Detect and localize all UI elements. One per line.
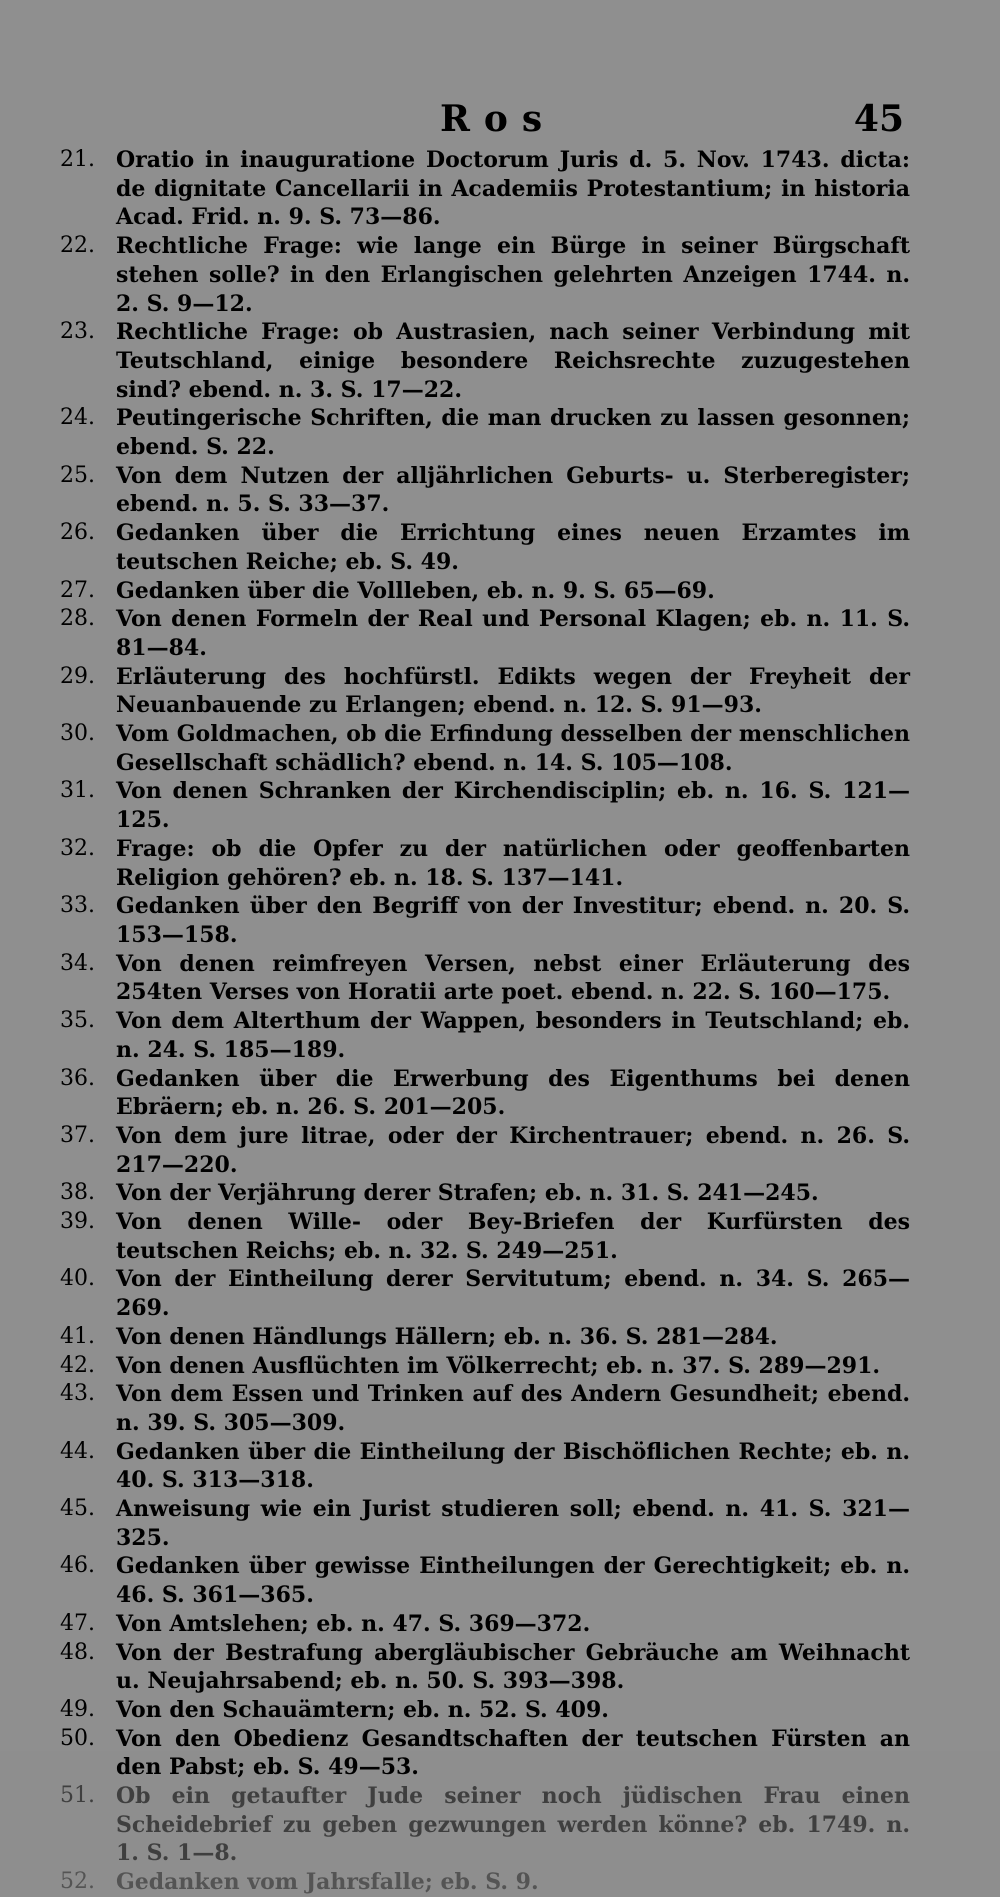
entry-text: Gedanken über gewisse Eintheilungen der Gerechtigkeit; eb. n. 46. S. 361—365. xyxy=(116,1553,910,1609)
entry-text: Von der Verjährung derer Strafen; eb. n. 31. S. 241—245. xyxy=(116,1180,819,1207)
entry-text: Von den Schauämtern; eb. n. 52. S. 409. xyxy=(116,1696,609,1723)
entry-number: 44. xyxy=(60,1438,95,1464)
list-item xyxy=(60,1179,910,1208)
list-item xyxy=(60,663,910,720)
entry-number: 42. xyxy=(60,1352,95,1378)
entry-text: Rechtliche Frage: wie lange ein Bürge in seiner Bürgschaft stehen solle? in den Erlangischen gelehrten Anzeigen 1744. n. 2. S. 9—12. xyxy=(116,233,910,317)
entry-text: Oratio in inauguratione Doctorum Juris d. 5. Nov. 1743. dicta: de dignitate Cancellarii in Academiis Protestantium; in historia Acad. Frid. n. 9. S. 73—86. xyxy=(116,147,910,231)
entry-text: Gedanken vom Jahrsfalle; eb. S. 9. xyxy=(116,1869,539,1896)
entry-text: Von denen Ausflüchten im Völkerrecht; eb. n. 37. S. 289—291. xyxy=(116,1352,881,1379)
list-item xyxy=(60,1639,910,1696)
list-item xyxy=(60,892,910,949)
entry-text: Von denen Schranken der Kirchendisciplin; eb. n. 16. S. 121—125. xyxy=(116,778,910,834)
running-head: Ros xyxy=(440,98,557,140)
list-item xyxy=(60,1122,910,1179)
list-item xyxy=(60,1495,910,1552)
entry-text: Von denen Wille- oder Bey-Briefen der Kurfürsten des teutschen Reichs; eb. n. 32. S. 249—251. xyxy=(116,1209,910,1264)
list-item xyxy=(60,1868,910,1897)
entry-text: Von denen Formeln der Real und Personal Klagen; eb. n. 11. S. 81—84. xyxy=(116,606,910,661)
list-item xyxy=(60,1725,910,1782)
list-item xyxy=(60,1007,910,1064)
list-item xyxy=(60,1265,910,1322)
entry-text: Von den Obedienz Gesandtschaften der teutschen Fürsten an den Pabst; eb. S. 49—53. xyxy=(116,1725,910,1781)
entry-number: 40. xyxy=(60,1266,95,1292)
list-item xyxy=(60,1208,910,1265)
entry-text: Von der Eintheilung derer Servitutum; ebend. n. 34. S. 265—269. xyxy=(116,1266,910,1322)
entry-number: 37. xyxy=(60,1122,95,1148)
list-item xyxy=(60,1323,910,1352)
entry-number: 38. xyxy=(60,1180,95,1206)
list-item xyxy=(60,835,910,892)
entry-number: 34. xyxy=(60,950,95,976)
entry-text: Rechtliche Frage: ob Austrasien, nach seiner Verbindung mit Teutschland, einige besondere Reichsrechte zuzugestehen sind? ebend. n. 3. S. 17—22. xyxy=(116,319,910,403)
list-item xyxy=(60,1438,910,1495)
entry-number: 27. xyxy=(60,577,95,603)
entry-number: 31. xyxy=(60,778,95,804)
bibliography-list xyxy=(60,146,910,1897)
entry-number: 47. xyxy=(60,1610,95,1636)
entry-number: 41. xyxy=(60,1323,95,1349)
list-item xyxy=(60,1552,910,1609)
entry-number: 21. xyxy=(60,147,95,172)
page-number: 45 xyxy=(853,98,904,140)
list-item xyxy=(60,146,910,232)
entry-text: Gedanken über die Vollleben, eb. n. 9. S. 65—69. xyxy=(116,577,715,604)
entry-number: 23. xyxy=(60,319,95,345)
entry-text: Frage: ob die Opfer zu der natürlichen oder geoffenbarten Religion gehören? eb. n. 18. S. 137—141. xyxy=(116,835,910,891)
entry-text: Von der Bestrafung abergläubischer Gebräuche am Weihnacht u. Neujahrsabend; eb. n. 50. S. 393—398. xyxy=(116,1639,910,1695)
list-item xyxy=(60,605,910,662)
entry-text: Gedanken über die Erwerbung des Eigenthums bei denen Ebräern; eb. n. 26. S. 201—205. xyxy=(116,1065,910,1121)
list-item xyxy=(60,1352,910,1381)
entry-number: 22. xyxy=(60,233,95,259)
entry-text: Von dem jure litrae, oder der Kirchentrauer; ebend. n. 26. S. 217—220. xyxy=(116,1122,910,1178)
entry-number: 24. xyxy=(60,405,95,431)
entry-text: Von dem Essen und Trinken auf des Andern Gesundheit; ebend. n. 39. S. 305—309. xyxy=(116,1381,910,1436)
entry-number: 33. xyxy=(60,893,95,919)
list-item xyxy=(60,462,910,519)
entry-number: 45. xyxy=(60,1496,95,1522)
entry-text: Gedanken über die Errichtung eines neuen Erzamtes im teutschen Reiche; eb. S. 49. xyxy=(116,520,910,575)
entry-text: Von dem Alterthum der Wappen, besonders in Teutschland; eb. n. 24. S. 185—189. xyxy=(116,1008,910,1063)
entry-number: 25. xyxy=(60,462,95,488)
entry-number: 30. xyxy=(60,721,95,747)
list-item xyxy=(60,1065,910,1122)
page-header xyxy=(0,98,1000,146)
entry-number: 48. xyxy=(60,1639,95,1665)
list-item xyxy=(60,232,910,318)
list-item xyxy=(60,1782,910,1868)
entry-number: 50. xyxy=(60,1725,95,1751)
entry-number: 26. xyxy=(60,520,95,546)
entry-number: 36. xyxy=(60,1065,95,1091)
entry-text: Gedanken über die Eintheilung der Bischöflichen Rechte; eb. n. 40. S. 313—318. xyxy=(116,1438,910,1494)
entry-text: Von Amtslehen; eb. n. 47. S. 369—372. xyxy=(116,1610,591,1637)
entry-number: 49. xyxy=(60,1696,95,1722)
list-item xyxy=(60,1610,910,1639)
entry-text: Erläuterung des hochfürstl. Edikts wegen der Freyheit der Neuanbauende zu Erlangen; ebend. n. 12. S. 91—93. xyxy=(116,663,910,719)
entry-number: 39. xyxy=(60,1209,95,1235)
list-item xyxy=(60,577,910,606)
entry-text: Von denen Händlungs Hällern; eb. n. 36. S. 281—284. xyxy=(116,1323,778,1350)
entry-number: 28. xyxy=(60,606,95,632)
list-item xyxy=(60,950,910,1007)
entry-text: Vom Goldmachen, ob die Erfindung desselben der menschlichen Gesellschaft schädlich? ebend. n. 14. S. 105—108. xyxy=(116,721,910,776)
list-item xyxy=(60,777,910,834)
entry-text: Anweisung wie ein Jurist studieren soll; ebend. n. 41. S. 321—325. xyxy=(116,1496,910,1551)
entry-number: 43. xyxy=(60,1381,95,1407)
list-item xyxy=(60,318,910,404)
entry-text: Gedanken über den Begriff von der Investitur; ebend. n. 20. S. 153—158. xyxy=(116,893,910,948)
list-item xyxy=(60,720,910,777)
entry-number: 51. xyxy=(60,1783,95,1809)
entry-text: Peutingerische Schriften, die man drucken zu lassen gesonnen; ebend. S. 22. xyxy=(116,405,910,461)
entry-number: 29. xyxy=(60,663,95,689)
entry-text: Von denen reimfreyen Versen, nebst einer Erläuterung des 254ten Verses von Horatii arte poet. ebend. n. 22. S. 160—175. xyxy=(116,950,910,1006)
list-item xyxy=(60,404,910,461)
entry-text: Ob ein getaufter Jude seiner noch jüdischen Frau einen Scheidebrief zu geben gezwungen werden könne? eb. 1749. n. 1. S. 1—8. xyxy=(116,1783,910,1867)
entry-number: 32. xyxy=(60,835,95,861)
entry-number: 52. xyxy=(60,1869,95,1895)
list-item xyxy=(60,1696,910,1725)
entry-number: 46. xyxy=(60,1553,95,1579)
list-item xyxy=(60,1380,910,1437)
entry-text: Von dem Nutzen der alljährlichen Geburts- u. Sterberegister; ebend. n. 5. S. 33—37. xyxy=(116,462,910,518)
entry-number: 35. xyxy=(60,1008,95,1034)
list-item xyxy=(60,519,910,576)
